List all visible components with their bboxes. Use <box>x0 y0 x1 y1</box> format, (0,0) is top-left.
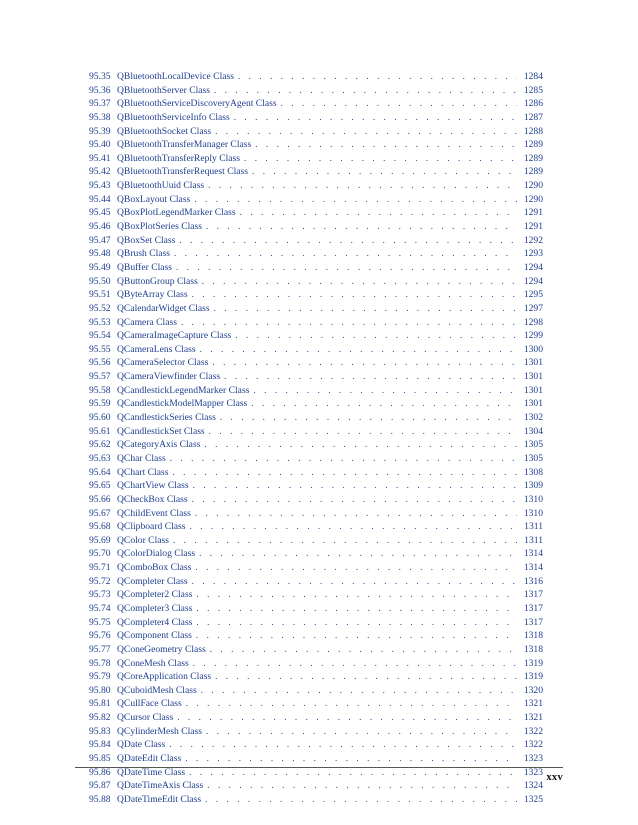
toc-entry-number[interactable]: 95.50 <box>89 275 111 287</box>
toc-entry-title[interactable]: QChar Class <box>117 452 166 464</box>
toc-entry-title[interactable]: QBluetoothTransferRequest Class <box>117 166 249 178</box>
toc-entry[interactable] <box>89 425 543 439</box>
toc-entry-title[interactable]: QCandlestickSeries Class <box>117 412 216 424</box>
toc-entry-title[interactable]: QBoxSet Class <box>117 234 176 246</box>
toc-entry-page[interactable]: 1317 <box>523 602 543 614</box>
toc-entry-title[interactable]: QBluetoothServiceInfo Class <box>117 111 230 123</box>
toc-entry-page[interactable]: 1319 <box>523 657 543 669</box>
dot-leader <box>169 534 517 548</box>
page-number: xxv <box>546 772 563 783</box>
toc-entry-number[interactable]: 95.78 <box>89 657 111 669</box>
toc-entry-page[interactable]: 1301 <box>523 357 543 369</box>
toc-entry[interactable] <box>89 670 543 684</box>
toc-entry[interactable] <box>89 275 543 289</box>
toc-entry[interactable] <box>89 697 543 711</box>
toc-entry-page[interactable]: 1289 <box>523 166 543 178</box>
dot-leader <box>181 752 517 766</box>
dot-leader <box>172 261 517 275</box>
dot-leader <box>206 643 517 657</box>
dot-leader <box>202 725 517 739</box>
dot-leader <box>251 138 517 152</box>
toc-entry-page[interactable]: 1298 <box>523 316 543 328</box>
toc-entry[interactable] <box>89 452 543 466</box>
dot-leader <box>205 425 517 439</box>
toc-entry-title[interactable]: QDateTimeEdit Class <box>117 793 202 805</box>
toc-entry[interactable] <box>89 602 543 616</box>
toc-entry-title[interactable]: QChart Class <box>117 466 169 478</box>
toc-entry-title[interactable]: QCheckBox Class <box>117 493 188 505</box>
toc-entry[interactable] <box>89 507 543 521</box>
toc-entry[interactable] <box>89 316 543 330</box>
dot-leader <box>208 356 517 370</box>
toc-entry-page[interactable]: 1292 <box>523 234 543 246</box>
dot-leader <box>188 288 517 302</box>
toc-entry-title[interactable]: QBoxPlotLegendMarker Class <box>117 207 236 219</box>
toc-entry[interactable] <box>89 288 543 302</box>
toc-entry-title[interactable]: QChildEvent Class <box>117 507 191 519</box>
toc-entry-page[interactable]: 1324 <box>523 780 543 792</box>
toc-entry-number[interactable]: 95.54 <box>89 330 111 342</box>
toc-entry[interactable] <box>89 138 543 152</box>
dot-leader <box>195 547 517 561</box>
toc-entry-page[interactable]: 1295 <box>523 289 543 301</box>
toc-entry-page[interactable]: 1323 <box>523 753 543 765</box>
dot-leader <box>277 97 517 111</box>
toc-entry[interactable] <box>89 438 543 452</box>
toc-entry[interactable] <box>89 684 543 698</box>
toc-entry-number[interactable]: 95.44 <box>89 193 111 205</box>
toc-entry[interactable] <box>89 588 543 602</box>
toc-entry-number[interactable]: 95.71 <box>89 562 111 574</box>
toc-entry-page[interactable]: 1318 <box>523 643 543 655</box>
toc-entry-page[interactable]: 1297 <box>523 302 543 314</box>
dot-leader <box>177 316 517 330</box>
toc-entry-title[interactable]: QComponent Class <box>117 630 192 642</box>
dot-leader <box>186 520 518 534</box>
toc-entry[interactable] <box>89 575 543 589</box>
dot-leader <box>234 70 517 84</box>
toc-entry-title[interactable]: QCalendarWidget Class <box>117 302 210 314</box>
toc-entry-page[interactable]: 1321 <box>523 698 543 710</box>
toc-entry-title[interactable]: QCylinderMesh Class <box>117 725 203 737</box>
toc-entry-page[interactable]: 1311 <box>524 521 543 533</box>
toc-entry-page[interactable]: 1320 <box>523 684 543 696</box>
dot-leader <box>192 588 517 602</box>
toc-entry-page[interactable]: 1291 <box>523 221 543 233</box>
dot-leader <box>173 711 517 725</box>
toc-entry-title[interactable]: QBrush Class <box>117 248 171 260</box>
toc-entry-number[interactable]: 95.86 <box>89 766 111 778</box>
toc-entry[interactable] <box>89 493 543 507</box>
toc-entry[interactable] <box>89 193 543 207</box>
toc-entry[interactable] <box>89 152 543 166</box>
dot-leader <box>216 411 517 425</box>
toc-entry-number[interactable]: 95.73 <box>89 589 111 601</box>
dot-leader <box>198 275 517 289</box>
toc-entry-number[interactable]: 95.70 <box>89 548 111 560</box>
toc-entry-title[interactable]: QChartView Class <box>117 480 189 492</box>
toc-entry-page[interactable]: 1304 <box>523 425 543 437</box>
toc-entry-page[interactable]: 1305 <box>523 439 543 451</box>
toc-entry[interactable] <box>89 356 543 370</box>
dot-leader <box>247 397 517 411</box>
toc-entry-number[interactable]: 95.85 <box>89 753 111 765</box>
toc-entry-page[interactable]: 1294 <box>523 275 543 287</box>
toc-entry-page[interactable]: 1311 <box>524 534 543 546</box>
toc-entry[interactable] <box>89 629 543 643</box>
toc-entry[interactable] <box>89 370 543 384</box>
toc-entry-page[interactable]: 1308 <box>523 466 543 478</box>
toc-entry-page[interactable]: 1290 <box>523 180 543 192</box>
toc-entry-page[interactable]: 1316 <box>523 575 543 587</box>
toc-entry-page[interactable]: 1289 <box>523 152 543 164</box>
toc-entry-title[interactable]: QDate Class <box>117 739 166 751</box>
toc-entry[interactable] <box>89 616 543 630</box>
toc-entry-number[interactable]: 95.82 <box>89 712 111 724</box>
toc-entry-number[interactable]: 95.65 <box>89 480 111 492</box>
toc-entry-page[interactable]: 1325 <box>523 793 543 805</box>
toc-entry[interactable] <box>89 261 543 275</box>
toc-entry-title[interactable]: QCoreApplication Class <box>117 671 212 683</box>
toc-entry-title[interactable]: QButtonGroup Class <box>117 275 198 287</box>
dot-leader <box>191 561 517 575</box>
toc-entry[interactable] <box>89 711 543 725</box>
dot-leader <box>166 452 517 466</box>
dot-leader <box>192 629 517 643</box>
dot-leader <box>210 302 517 316</box>
toc-entry-page[interactable]: 1285 <box>523 84 543 96</box>
toc-entry-number[interactable]: 95.56 <box>89 357 111 369</box>
toc-entry-title[interactable]: QClipboard Class <box>117 521 186 533</box>
toc-entry-number[interactable]: 95.76 <box>89 630 111 642</box>
footer-rule <box>75 767 563 768</box>
toc-entry-title[interactable]: QCandlestickSet Class <box>117 425 205 437</box>
toc-entry[interactable] <box>89 779 543 793</box>
toc-entry[interactable] <box>89 738 543 752</box>
toc-entry[interactable] <box>89 125 543 139</box>
dot-leader <box>200 438 517 452</box>
toc-entry-number[interactable]: 95.84 <box>89 739 111 751</box>
dot-leader <box>236 206 517 220</box>
dot-leader <box>188 493 517 507</box>
toc-entry[interactable] <box>89 479 543 493</box>
dot-leader <box>165 738 517 752</box>
toc-entry-number[interactable]: 95.83 <box>89 725 111 737</box>
toc-entry-number[interactable]: 95.74 <box>89 602 111 614</box>
toc-entry-title[interactable]: QCursor Class <box>117 712 174 724</box>
dot-leader <box>249 384 517 398</box>
dot-leader <box>170 247 517 261</box>
toc-entry-title[interactable]: QBluetoothLocalDevice Class <box>117 71 234 82</box>
toc-entry-page[interactable]: 1317 <box>523 616 543 628</box>
toc-entry-title[interactable]: QCompleter4 Class <box>117 616 193 628</box>
toc-entry-title[interactable]: QColorDialog Class <box>117 548 196 560</box>
toc-entry-title[interactable]: QDateEdit Class <box>117 753 182 765</box>
dot-leader <box>204 179 517 193</box>
toc-entry-page[interactable]: 1286 <box>523 98 543 110</box>
toc-entry-number[interactable]: 95.59 <box>89 398 111 410</box>
toc-entry-title[interactable]: QCompleter2 Class <box>117 589 193 601</box>
toc-entry-title[interactable]: QCullFace Class <box>117 698 182 710</box>
dot-leader <box>211 125 517 139</box>
dot-leader <box>202 220 517 234</box>
toc-entry-number[interactable]: 95.36 <box>89 84 111 96</box>
dot-leader <box>203 779 517 793</box>
toc-entry-number[interactable]: 95.40 <box>89 139 111 151</box>
dot-leader <box>190 193 517 207</box>
toc-entry-title[interactable]: QConeGeometry Class <box>117 643 206 655</box>
toc-entry-page[interactable]: 1299 <box>523 330 543 342</box>
toc-entry[interactable] <box>89 561 543 575</box>
toc-entry-page[interactable]: 1289 <box>523 139 543 151</box>
toc-entry[interactable] <box>89 206 543 220</box>
toc-entry-number[interactable]: 95.61 <box>89 425 111 437</box>
toc-entry-title[interactable]: QBluetoothServer Class <box>117 84 210 96</box>
toc-entry-number[interactable]: 95.47 <box>89 234 111 246</box>
toc-entry-page[interactable]: 1291 <box>523 207 543 219</box>
toc-entry-page[interactable]: 1301 <box>523 371 543 383</box>
toc-entry-page[interactable]: 1288 <box>523 125 543 137</box>
toc-entry[interactable] <box>89 179 543 193</box>
toc-entry-number[interactable]: 95.51 <box>89 289 111 301</box>
toc-entry-title[interactable]: QCandlestickLegendMarker Class <box>117 384 250 396</box>
toc-entry-title[interactable]: QColor Class <box>117 534 169 546</box>
toc-entry-title[interactable]: QBluetoothTransferManager Class <box>117 139 252 151</box>
toc-entry-page[interactable]: 1305 <box>523 452 543 464</box>
toc-entry-number[interactable]: 95.75 <box>89 616 111 628</box>
dot-leader <box>240 152 517 166</box>
toc-entry-number[interactable]: 95.53 <box>89 316 111 328</box>
dot-leader <box>210 84 517 98</box>
toc-entry-number[interactable]: 95.41 <box>89 152 111 164</box>
toc-entry[interactable] <box>89 329 543 343</box>
dot-leader <box>189 657 517 671</box>
toc-entry-number[interactable]: 95.68 <box>89 521 111 533</box>
toc-entry-title[interactable]: QBoxLayout Class <box>117 193 191 205</box>
toc-entry-number[interactable]: 95.81 <box>89 698 111 710</box>
dot-leader <box>248 165 517 179</box>
toc-entry[interactable] <box>89 70 543 84</box>
toc-entry-number[interactable]: 95.45 <box>89 207 111 219</box>
toc-entry-page[interactable]: 1323 <box>523 766 543 778</box>
dot-leader <box>211 670 517 684</box>
toc-entry[interactable] <box>89 520 543 534</box>
toc-entry-number[interactable]: 95.57 <box>89 371 111 383</box>
toc-entry-title[interactable]: QBluetoothTransferReply Class <box>117 152 241 164</box>
toc-entry-number[interactable]: 95.46 <box>89 221 111 233</box>
toc-entry-title[interactable]: QDateTimeAxis Class <box>117 780 204 792</box>
toc-entry[interactable] <box>89 234 543 248</box>
dot-leader <box>231 329 517 343</box>
toc-entry[interactable] <box>89 384 543 398</box>
toc-entry[interactable] <box>89 411 543 425</box>
toc-entry-number[interactable]: 95.66 <box>89 493 111 505</box>
toc-entry-page[interactable]: 1318 <box>523 630 543 642</box>
toc-entry-page[interactable]: 1310 <box>523 493 543 505</box>
toc-entry-page[interactable]: 1287 <box>523 111 543 123</box>
dot-leader <box>182 697 517 711</box>
toc-entry-page[interactable]: 1314 <box>523 548 543 560</box>
toc-entry-number[interactable]: 95.43 <box>89 180 111 192</box>
toc-entry[interactable] <box>89 343 543 357</box>
toc-entry[interactable] <box>89 793 543 807</box>
toc-entry-page[interactable]: 1293 <box>523 248 543 260</box>
dot-leader <box>189 479 517 493</box>
toc-entry-number[interactable]: 95.52 <box>89 302 111 314</box>
toc-entry-title[interactable]: QCameraViewfinder Class <box>117 371 221 383</box>
toc-entry-number[interactable]: 95.42 <box>89 166 111 178</box>
toc-entry-number[interactable]: 95.37 <box>89 98 111 110</box>
toc-entry-title[interactable]: QBluetoothSocket Class <box>117 125 212 137</box>
toc-entry[interactable] <box>89 397 543 411</box>
toc-entry[interactable] <box>89 466 543 480</box>
toc-entry-page[interactable]: 1301 <box>523 384 543 396</box>
toc-entry-number[interactable]: 95.58 <box>89 384 111 396</box>
toc-entry-page[interactable]: 1300 <box>523 343 543 355</box>
toc-entry-page[interactable]: 1322 <box>523 739 543 751</box>
dot-leader <box>175 234 517 248</box>
toc-entry[interactable] <box>89 302 543 316</box>
toc-entry-page[interactable]: 1314 <box>523 562 543 574</box>
toc-entry-title[interactable]: QBoxPlotSeries Class <box>117 221 203 233</box>
toc-entry-number[interactable]: 95.77 <box>89 643 111 655</box>
toc-entry[interactable] <box>89 165 543 179</box>
toc-entry-number[interactable]: 95.63 <box>89 452 111 464</box>
toc-entry-number[interactable]: 95.80 <box>89 684 111 696</box>
toc-entry-page[interactable]: 1319 <box>523 671 543 683</box>
toc-entry-number[interactable]: 95.67 <box>89 507 111 519</box>
dot-leader <box>168 466 517 480</box>
toc-entry-title[interactable]: QCandlestickModelMapper Class <box>117 398 248 410</box>
toc-entry-number[interactable]: 95.62 <box>89 439 111 451</box>
toc-entry[interactable] <box>89 643 543 657</box>
toc-entry-number[interactable]: 95.88 <box>89 793 111 805</box>
dot-leader <box>197 684 517 698</box>
toc-entry-title[interactable]: QCameraSelector Class <box>117 357 209 369</box>
toc-entry-title[interactable]: QCuboidMesh Class <box>117 684 197 696</box>
toc-entry-number[interactable]: 95.60 <box>89 412 111 424</box>
toc-entry-page[interactable]: 1317 <box>523 589 543 601</box>
toc-entry-number[interactable]: 95.87 <box>89 780 111 792</box>
toc-entry-title[interactable]: QComboBox Class <box>117 562 192 574</box>
toc-entry-number[interactable]: 95.39 <box>89 125 111 137</box>
toc-entry-number[interactable]: 95.79 <box>89 671 111 683</box>
toc-entry-number[interactable]: 95.64 <box>89 466 111 478</box>
toc-entry[interactable] <box>89 752 543 766</box>
dot-leader <box>192 616 517 630</box>
toc-entry[interactable] <box>89 547 543 561</box>
toc-entry-title[interactable]: QBluetoothUuid Class <box>117 180 205 192</box>
dot-leader <box>192 602 517 616</box>
toc-entry-number[interactable]: 95.69 <box>89 534 111 546</box>
toc-entry-title[interactable]: QCompleter Class <box>117 575 188 587</box>
toc-entry-page[interactable]: 1309 <box>523 480 543 492</box>
toc-entry[interactable] <box>89 97 543 111</box>
dot-leader <box>201 793 517 807</box>
toc-entry-title[interactable]: QDateTime Class <box>117 766 186 778</box>
toc-entry-title[interactable]: QCameraLens Class <box>117 343 196 355</box>
toc-entry[interactable] <box>89 247 543 261</box>
toc-entry[interactable] <box>89 534 543 548</box>
toc-entry-title[interactable]: QCompleter3 Class <box>117 602 193 614</box>
dot-leader <box>220 370 517 384</box>
toc-entry-page[interactable]: 1302 <box>523 412 543 424</box>
toc-entry-page[interactable]: 1322 <box>523 725 543 737</box>
toc-entry-page[interactable]: 1321 <box>523 712 543 724</box>
toc-entry-number[interactable]: 95.35 <box>89 71 111 82</box>
toc-entry-page[interactable]: 1310 <box>523 507 543 519</box>
dot-leader <box>191 507 517 521</box>
toc-entry[interactable] <box>89 657 543 671</box>
toc-entry-title[interactable]: QBuffer Class <box>117 261 172 273</box>
toc-entry-number[interactable]: 95.49 <box>89 261 111 273</box>
dot-leader <box>230 111 517 125</box>
toc-entry-number[interactable]: 95.55 <box>89 343 111 355</box>
toc-entry-title[interactable]: QCameraImageCapture Class <box>117 330 232 342</box>
toc-entry-title[interactable]: QConeMesh Class <box>117 657 189 669</box>
dot-leader <box>196 343 517 357</box>
toc-entry-page[interactable]: 1294 <box>523 261 543 273</box>
toc-entry-title[interactable]: QBluetoothServiceDiscoveryAgent Class <box>117 98 277 110</box>
table-of-contents <box>89 70 543 807</box>
toc-entry-title[interactable]: QByteArray Class <box>117 289 188 301</box>
toc-entry-page[interactable]: 1301 <box>523 398 543 410</box>
toc-entry-page[interactable]: 1290 <box>523 193 543 205</box>
toc-entry[interactable] <box>89 725 543 739</box>
toc-entry-title[interactable]: QCategoryAxis Class <box>117 439 201 451</box>
toc-entry[interactable] <box>89 84 543 98</box>
toc-entry-page[interactable]: 1284 <box>523 71 543 82</box>
dot-leader <box>188 575 517 589</box>
toc-entry-number[interactable]: 95.38 <box>89 111 111 123</box>
toc-entry[interactable] <box>89 220 543 234</box>
toc-entry-number[interactable]: 95.48 <box>89 248 111 260</box>
toc-entry-number[interactable]: 95.72 <box>89 575 111 587</box>
toc-entry[interactable] <box>89 111 543 125</box>
toc-entry-title[interactable]: QCamera Class <box>117 316 177 328</box>
